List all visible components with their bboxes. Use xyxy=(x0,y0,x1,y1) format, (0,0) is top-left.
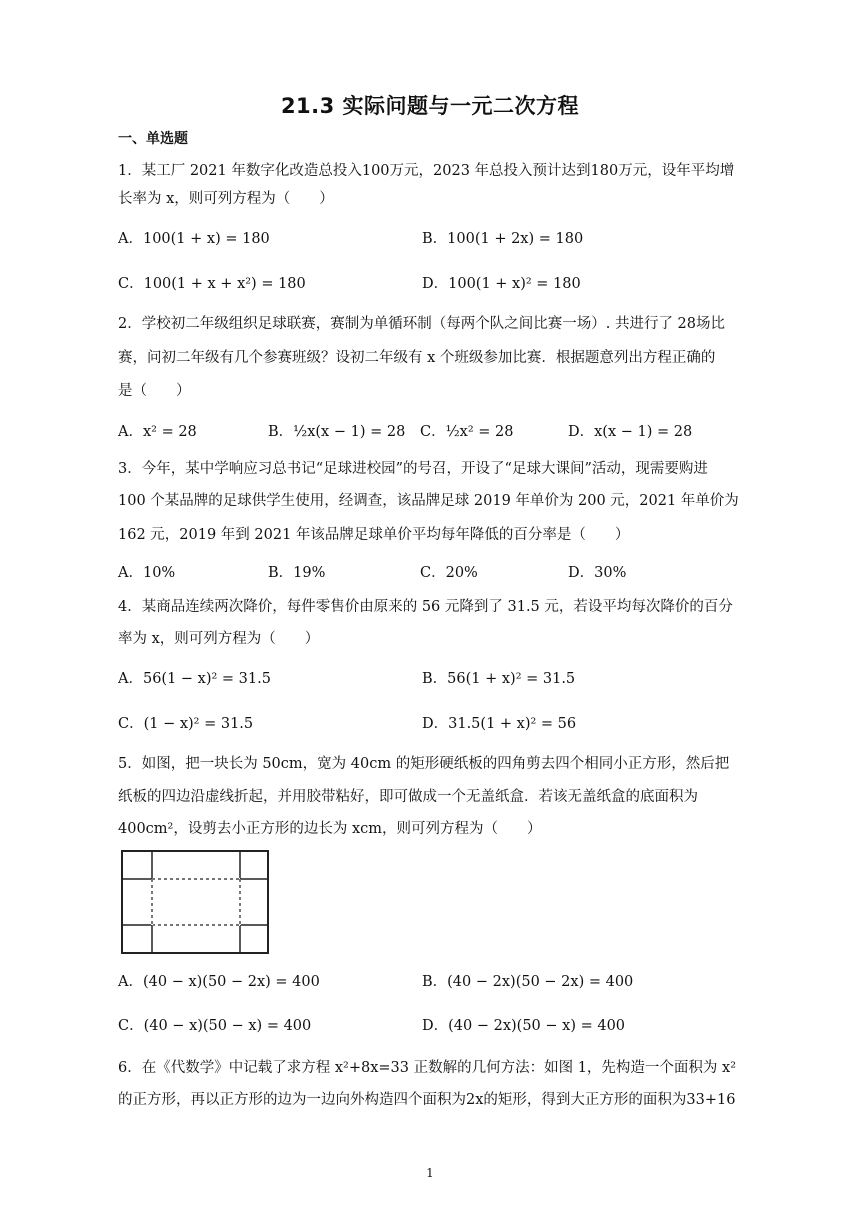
q2-line3: 是（ ） xyxy=(118,383,191,399)
q5-line2: 纸板的四边沿虚线折起，并用胶带粘好，即可做成一个无盖纸盒．若该无盖纸盒的底面积为 xyxy=(118,789,698,805)
q1-line2: 长率为 x，则可列方程为（ ） xyxy=(118,191,334,207)
cardboard-figure xyxy=(120,849,272,955)
q6-line2: 的正方形，再以正方形的边为一边向外构造四个面积为2x的矩形，得到大正方形的面积为33+16 xyxy=(118,1092,736,1108)
q3-line2: 100 个某品牌的足球供学生使用，经调查，该品牌足球 2019 年单价为 200 元，2021 年单价为 xyxy=(118,493,739,509)
q4-option-a: A．56(1 − x)² = 31.5 xyxy=(118,671,271,687)
q5-option-c: C．(40 − x)(50 − x) = 400 xyxy=(118,1018,312,1034)
q2-line2: 赛，问初二年级有几个参赛班级？设初二年级有 x 个班级参加比赛．根据题意列出方程正确的 xyxy=(118,350,716,366)
q2-option-b: B．½x(x − 1) = 28 xyxy=(268,424,406,440)
q5-option-a: A．(40 − x)(50 − 2x) = 400 xyxy=(118,974,320,990)
q5-option-b: B．(40 − 2x)(50 − 2x) = 400 xyxy=(422,974,634,990)
q2-option-c: C．½x² = 28 xyxy=(420,424,514,440)
q6-line1: 6．在《代数学》中记载了求方程 x²+8x=33 正数解的几何方法：如图 1，先构造一个面积为 x² xyxy=(118,1060,737,1076)
section-heading: 一、单选题 xyxy=(118,131,188,147)
q3-option-b: B．19% xyxy=(268,565,326,581)
q1-line1: 1．某工厂 2021 年数字化改造总投入100万元，2023 年总投入预计达到180万元，设年平均增 xyxy=(118,163,735,179)
q1-option-b: B．100(1 + 2x) = 180 xyxy=(422,231,584,247)
q3-line3: 162 元，2019 年到 2021 年该品牌足球单价平均每年降低的百分率是（ ） xyxy=(118,527,630,543)
q3-option-a: A．10% xyxy=(118,565,176,581)
q3-option-d: D．30% xyxy=(568,565,627,581)
page-title: 21.3 实际问题与一元二次方程 xyxy=(280,94,580,118)
q1-option-d: D．100(1 + x)² = 180 xyxy=(422,276,581,292)
q1-option-c: C．100(1 + x + x²) = 180 xyxy=(118,276,306,292)
q2-line1: 2．学校初二年级组织足球联赛，赛制为单循环制（每两个队之间比赛一场）. 共进行了 28场比 xyxy=(118,316,725,332)
q5-line1: 5．如图，把一块长为 50cm，宽为 40cm 的矩形硬纸板的四角剪去四个相同小正方形，然后把 xyxy=(118,756,730,772)
q3-option-c: C．20% xyxy=(420,565,478,581)
cardboard-outline xyxy=(122,851,268,953)
q4-option-b: B．56(1 + x)² = 31.5 xyxy=(422,671,576,687)
q5-option-d: D．(40 − 2x)(50 − x) = 400 xyxy=(422,1018,626,1034)
q2-option-d: D．x(x − 1) = 28 xyxy=(568,424,693,440)
q4-line1: 4．某商品连续两次降价，每件零售价由原来的 56 元降到了 31.5 元，若设平均每次降价的百分 xyxy=(118,599,733,615)
q4-option-c: C．(1 − x)² = 31.5 xyxy=(118,716,254,732)
page-number: 1 xyxy=(426,1166,434,1180)
q2-option-a: A．x² = 28 xyxy=(118,424,197,440)
q4-option-d: D．31.5(1 + x)² = 56 xyxy=(422,716,577,732)
q4-line2: 率为 x，则可列方程为（ ） xyxy=(118,631,320,647)
q1-option-a: A．100(1 + x) = 180 xyxy=(118,231,270,247)
q3-line1: 3．今年，某中学响应习总书记“足球进校园”的号召，开设了“足球大课间”活动，现需要购进 xyxy=(118,461,708,477)
q5-line3: 400cm²，设剪去小正方形的边长为 xcm，则可列方程为（ ） xyxy=(118,821,542,837)
